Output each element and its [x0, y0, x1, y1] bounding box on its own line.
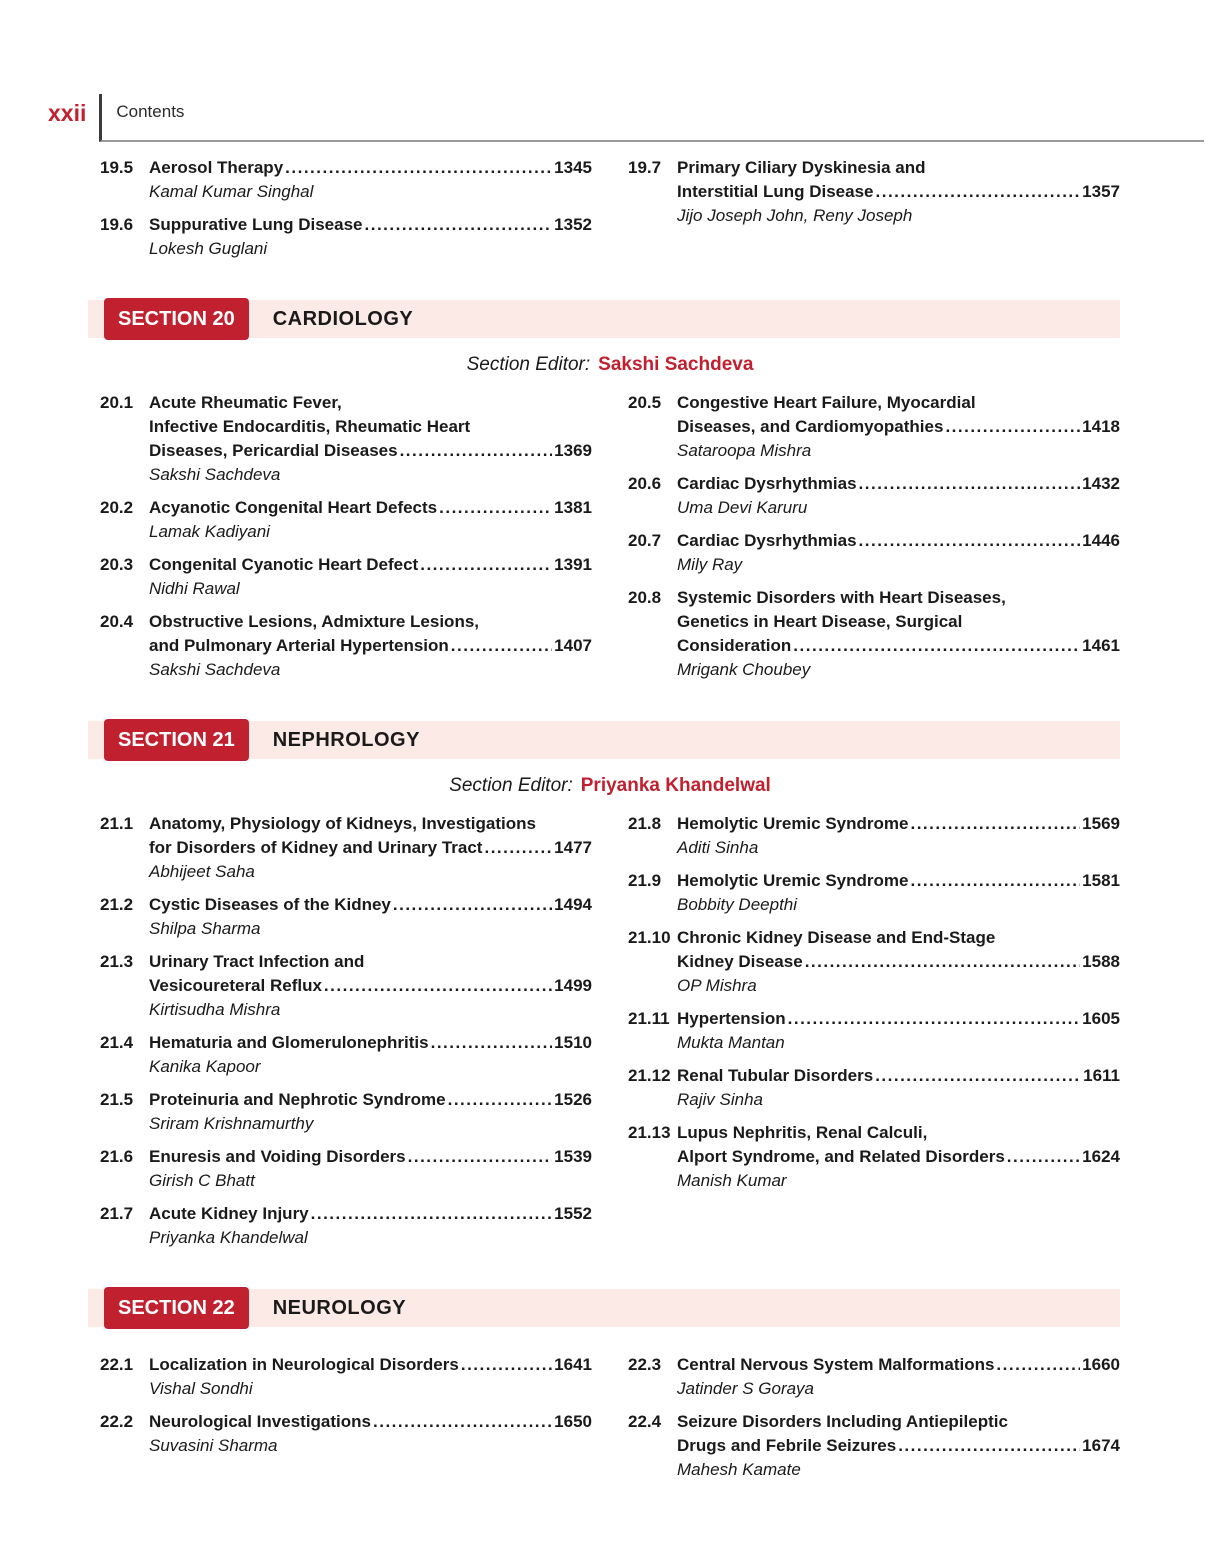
- entry-author: Mily Ray: [677, 555, 743, 574]
- toc-column-right: [628, 812, 1120, 1259]
- entry-author: Rajiv Sinha: [677, 1090, 763, 1109]
- entry-title-text: Consideration: [677, 636, 792, 655]
- entry-title-text: Interstitial Lung Disease: [677, 182, 874, 201]
- section-banner: [88, 721, 1120, 759]
- entry-body: [149, 156, 592, 204]
- entry-body: [149, 496, 592, 544]
- page-number: 1624: [1082, 1147, 1120, 1166]
- entry-body: [149, 1353, 592, 1401]
- entry-title-line: [677, 610, 1120, 634]
- entry-number: 20.7: [628, 531, 662, 550]
- entry-title-text: Congenital Cyanotic Heart Defect: [149, 555, 419, 574]
- editor-name: Sakshi Sachdeva: [598, 354, 754, 375]
- entry-number: 20.3: [100, 555, 134, 574]
- entry-title-line: [149, 553, 592, 577]
- entry-number: 19.7: [628, 158, 662, 177]
- entry-title-line: [149, 415, 592, 439]
- entry-body: [149, 1202, 592, 1250]
- contents-heading: Contents: [116, 102, 185, 121]
- entry-number: 19.6: [100, 215, 134, 234]
- entry-author: Manish Kumar: [677, 1171, 787, 1190]
- section-title: CARDIOLOGY: [272, 307, 414, 330]
- entry-title-line: [677, 529, 1120, 553]
- toc-column-left: [100, 812, 592, 1259]
- entry-title-text: Localization in Neurological Disorders: [149, 1355, 459, 1374]
- entry-title-line: [149, 156, 592, 180]
- dot-leader: [910, 812, 1080, 836]
- entry-number: 21.10: [628, 928, 671, 947]
- entry-author: Aditi Sinha: [677, 838, 759, 857]
- entry-number: 21.6: [100, 1147, 134, 1166]
- entry-title-text: Vesicoureteral Reflux: [149, 976, 322, 995]
- entry-body: [677, 926, 1120, 998]
- entry-title-text: Cystic Diseases of the Kidney: [149, 895, 391, 914]
- entry-author: Shilpa Sharma: [149, 919, 261, 938]
- entry-number: 20.4: [100, 612, 134, 631]
- entry-title-line: [677, 1353, 1120, 1377]
- section-title: NEPHROLOGY: [272, 728, 420, 751]
- entry-title-line: [149, 1088, 592, 1112]
- entry-title-text: Acute Rheumatic Fever,: [149, 393, 342, 412]
- toc-entry: [100, 1088, 592, 1136]
- toc-entry: [628, 1410, 1120, 1482]
- section-banner: [88, 1289, 1120, 1327]
- dot-leader: [451, 634, 552, 658]
- entry-title-text: Renal Tubular Disorders: [677, 1066, 874, 1085]
- section-entries: [100, 812, 1120, 1259]
- page-number: 1357: [1082, 182, 1120, 201]
- page-number: 1539: [554, 1147, 592, 1166]
- entry-title-line: [677, 156, 1120, 180]
- page-number: 1432: [1082, 474, 1120, 493]
- entry-body: [149, 553, 592, 601]
- toc-column-right: [628, 391, 1120, 691]
- page-number: 1674: [1082, 1436, 1120, 1455]
- entry-title-line: [149, 1410, 592, 1434]
- entry-title-text: Lupus Nephritis, Renal Calculi,: [677, 1123, 928, 1142]
- section-neurology: [100, 1289, 1120, 1491]
- entry-title-line: [677, 586, 1120, 610]
- entry-author: Jatinder S Goraya: [677, 1379, 815, 1398]
- dot-leader: [945, 415, 1080, 439]
- entry-title-text: Anatomy, Physiology of Kidneys, Investigations: [149, 814, 536, 833]
- entry-author: Kirtisudha Mishra: [149, 1000, 281, 1019]
- entry-title-text: for Disorders of Kidney and Urinary Tract: [149, 838, 483, 857]
- toc-entry: [100, 156, 592, 204]
- entry-body: [149, 1145, 592, 1193]
- toc-entry: [100, 1145, 592, 1193]
- entry-number: 21.3: [100, 952, 134, 971]
- toc-content: [100, 156, 1120, 1491]
- page-number: 1581: [1082, 871, 1120, 890]
- entry-author: Uma Devi Karuru: [677, 498, 808, 517]
- entry-author: Nidhi Rawal: [149, 579, 240, 598]
- toc-entry: [628, 869, 1120, 917]
- entry-author: Lamak Kadiyani: [149, 522, 270, 541]
- entry-title-line: [677, 812, 1120, 836]
- dot-leader: [439, 496, 552, 520]
- entry-title-text: Cardiac Dysrhythmias: [677, 531, 857, 550]
- entry-title-line: [149, 213, 592, 237]
- entry-title-line: [149, 439, 592, 463]
- toc-entry: [100, 1410, 592, 1458]
- entry-title-line: [149, 1031, 592, 1055]
- toc-column-right: [628, 1353, 1120, 1491]
- page-number: 1588: [1082, 952, 1120, 971]
- entry-author: Priyanka Khandelwal: [149, 1228, 308, 1247]
- dot-leader: [431, 1031, 553, 1055]
- dot-leader: [910, 869, 1080, 893]
- editor-label: Section Editor:: [466, 354, 591, 375]
- entry-title-line: [677, 415, 1120, 439]
- dot-leader: [373, 1410, 552, 1434]
- dot-leader: [311, 1202, 553, 1226]
- entry-author: OP Mishra: [677, 976, 757, 995]
- dot-leader: [793, 634, 1080, 658]
- page-number: 1510: [554, 1033, 592, 1052]
- entry-title-line: [677, 1434, 1120, 1458]
- dot-leader: [393, 893, 552, 917]
- entry-title-text: Central Nervous System Malformations: [677, 1355, 995, 1374]
- entry-body: [149, 391, 592, 487]
- entry-title-text: Urinary Tract Infection and: [149, 952, 365, 971]
- entry-author: Mahesh Kamate: [677, 1460, 801, 1479]
- entry-number: 21.11: [628, 1009, 670, 1028]
- entry-title-text: Suppurative Lung Disease: [149, 215, 363, 234]
- entry-title-text: Neurological Investigations: [149, 1412, 371, 1431]
- page-number-folio: xxii: [48, 100, 87, 126]
- page-number: 1461: [1082, 636, 1120, 655]
- entry-body: [677, 812, 1120, 860]
- entry-body: [149, 812, 592, 884]
- entry-title-text: Diseases, and Cardiomyopathies: [677, 417, 944, 436]
- entry-number: 20.8: [628, 588, 662, 607]
- dot-leader: [484, 836, 552, 860]
- entry-author: Girish C Bhatt: [149, 1171, 255, 1190]
- entry-body: [149, 1410, 592, 1458]
- entry-title-line: [149, 812, 592, 836]
- toc-entry: [100, 553, 592, 601]
- entry-number: 20.2: [100, 498, 134, 517]
- page-number: 1552: [554, 1204, 592, 1223]
- entry-title-line: [677, 869, 1120, 893]
- dot-leader: [876, 180, 1081, 204]
- editor-name: Priyanka Khandelwal: [580, 775, 771, 796]
- toc-entry: [628, 1007, 1120, 1055]
- entry-author: Kanika Kapoor: [149, 1057, 261, 1076]
- section-nephrology: [100, 721, 1120, 1259]
- entry-title-line: [149, 950, 592, 974]
- entry-body: [677, 586, 1120, 682]
- dot-leader: [448, 1088, 553, 1112]
- entry-title-line: [149, 610, 592, 634]
- toc-entry: [628, 1121, 1120, 1193]
- entry-author: Sakshi Sachdeva: [149, 660, 281, 679]
- entry-title-line: [149, 1202, 592, 1226]
- page-number: 1391: [554, 555, 592, 574]
- page-number: 1660: [1082, 1355, 1120, 1374]
- entry-title-text: Drugs and Febrile Seizures: [677, 1436, 897, 1455]
- entry-number: 21.2: [100, 895, 134, 914]
- entry-title-line: [677, 634, 1120, 658]
- dot-leader: [285, 156, 552, 180]
- page-number: 1499: [554, 976, 592, 995]
- page-number: 1381: [554, 498, 592, 517]
- entry-body: [149, 1088, 592, 1136]
- section-title: NEUROLOGY: [272, 1296, 407, 1319]
- entry-body: [149, 1031, 592, 1079]
- entry-number: 20.5: [628, 393, 662, 412]
- entry-number: 21.5: [100, 1090, 134, 1109]
- entry-title-line: [677, 180, 1120, 204]
- page-number: 1605: [1082, 1009, 1120, 1028]
- toc-entry: [628, 391, 1120, 463]
- entry-body: [677, 391, 1120, 463]
- entry-number: 21.13: [628, 1123, 671, 1142]
- dot-leader: [859, 472, 1081, 496]
- header-rule: [99, 94, 1204, 142]
- toc-column-left: [100, 1353, 592, 1491]
- dot-leader: [898, 1434, 1080, 1458]
- entry-title-text: Alport Syndrome, and Related Disorders: [677, 1147, 1005, 1166]
- entry-title-text: Diseases, Pericardial Diseases: [149, 441, 398, 460]
- entry-title-text: Systemic Disorders with Heart Diseases,: [677, 588, 1006, 607]
- entry-author: Bobbity Deepthi: [677, 895, 798, 914]
- dot-leader: [408, 1145, 553, 1169]
- dot-leader: [788, 1007, 1081, 1031]
- toc-entry: [628, 1064, 1120, 1112]
- entry-number: 21.7: [100, 1204, 134, 1223]
- entry-title-line: [149, 836, 592, 860]
- entry-title-text: Infective Endocarditis, Rheumatic Heart: [149, 417, 471, 436]
- toc-entry: [100, 391, 592, 487]
- entry-body: [677, 1064, 1120, 1112]
- page-number: 1526: [554, 1090, 592, 1109]
- entry-title-text: Hemolytic Uremic Syndrome: [677, 814, 909, 833]
- entry-author: Sakshi Sachdeva: [149, 465, 281, 484]
- entry-body: [149, 610, 592, 682]
- entry-title-line: [149, 634, 592, 658]
- entry-title-text: Congestive Heart Failure, Myocardial: [677, 393, 976, 412]
- toc-entry: [100, 1353, 592, 1401]
- page-number: 1611: [1083, 1066, 1120, 1085]
- entry-title-text: Genetics in Heart Disease, Surgical: [677, 612, 963, 631]
- entry-body: [677, 156, 1120, 228]
- entry-title-line: [149, 893, 592, 917]
- entry-author: Jijo Joseph John, Reny Joseph: [677, 206, 913, 225]
- entry-title-line: [677, 1410, 1120, 1434]
- entry-number: 20.6: [628, 474, 662, 493]
- page-number: 1569: [1082, 814, 1120, 833]
- section-badge: SECTION 22: [104, 1287, 249, 1329]
- toc-entry: [628, 812, 1120, 860]
- entry-title-text: Primary Ciliary Dyskinesia and: [677, 158, 926, 177]
- entry-number: 22.3: [628, 1355, 662, 1374]
- entry-body: [677, 1410, 1120, 1482]
- section-entries: [100, 1353, 1120, 1491]
- toc-entry: [100, 812, 592, 884]
- entry-number: 21.1: [100, 814, 134, 833]
- toc-entry: [628, 472, 1120, 520]
- entry-author: Sriram Krishnamurthy: [149, 1114, 314, 1133]
- entry-author: Kamal Kumar Singhal: [149, 182, 314, 201]
- entry-title-line: [149, 1145, 592, 1169]
- entry-body: [677, 1007, 1120, 1055]
- dot-leader: [324, 974, 552, 998]
- entry-body: [677, 1121, 1120, 1193]
- entry-title-text: and Pulmonary Arterial Hypertension: [149, 636, 449, 655]
- toc-entry: [628, 1353, 1120, 1401]
- page-number: 1477: [554, 838, 592, 857]
- entry-number: 19.5: [100, 158, 134, 177]
- entry-title-line: [677, 950, 1120, 974]
- entry-body: [149, 213, 592, 261]
- entry-body: [149, 950, 592, 1022]
- entry-number: 21.4: [100, 1033, 134, 1052]
- editor-label: Section Editor:: [449, 775, 573, 796]
- entry-author: Mrigank Choubey: [677, 660, 811, 679]
- dot-leader: [400, 439, 553, 463]
- entry-body: [677, 472, 1120, 520]
- entry-author: Sataroopa Mishra: [677, 441, 812, 460]
- entry-title-line: [149, 391, 592, 415]
- entry-title-text: Acute Kidney Injury: [149, 1204, 309, 1223]
- entry-title-text: Chronic Kidney Disease and End-Stage: [677, 928, 996, 947]
- entry-title-text: Kidney Disease: [677, 952, 803, 971]
- section-editor-line: [100, 775, 1120, 797]
- page-number: 1407: [554, 636, 592, 655]
- entry-title-text: Proteinuria and Nephrotic Syndrome: [149, 1090, 446, 1109]
- toc-entry: [100, 950, 592, 1022]
- entry-title-text: Hematuria and Glomerulonephritis: [149, 1033, 429, 1052]
- entry-number: 22.4: [628, 1412, 662, 1431]
- entry-number: 21.8: [628, 814, 662, 833]
- entry-author: Lokesh Guglani: [149, 239, 268, 258]
- dot-leader: [420, 553, 552, 577]
- section-badge: SECTION 20: [104, 298, 249, 340]
- entry-title-line: [149, 974, 592, 998]
- entry-number: 22.1: [100, 1355, 134, 1374]
- entry-title-text: Seizure Disorders Including Antiepileptic: [677, 1412, 1008, 1431]
- entry-title-line: [677, 1064, 1120, 1088]
- page-number: 1418: [1082, 417, 1120, 436]
- entry-title-line: [677, 391, 1120, 415]
- toc-entry: [628, 529, 1120, 577]
- section-entries: [100, 391, 1120, 691]
- section-cardiology: [100, 300, 1120, 691]
- page-number: 1494: [554, 895, 592, 914]
- entry-body: [677, 869, 1120, 917]
- toc-entry: [100, 1202, 592, 1250]
- entry-title-line: [677, 926, 1120, 950]
- toc-column-right: [628, 156, 1120, 270]
- entry-body: [677, 529, 1120, 577]
- entry-title-text: Acyanotic Congenital Heart Defects: [149, 498, 438, 517]
- entry-title-text: Hypertension: [677, 1009, 786, 1028]
- entry-title-line: [677, 1007, 1120, 1031]
- page-number: 1345: [554, 158, 592, 177]
- toc-column-left: [100, 391, 592, 691]
- entry-title-text: Aerosol Therapy: [149, 158, 284, 177]
- toc-top-entries: [100, 156, 1120, 270]
- entry-author: Abhijeet Saha: [149, 862, 255, 881]
- entry-author: Vishal Sondhi: [149, 1379, 253, 1398]
- toc-column-left: [100, 156, 592, 270]
- toc-entry: [100, 610, 592, 682]
- entry-title-line: [677, 1145, 1120, 1169]
- dot-leader: [859, 529, 1081, 553]
- entry-title-line: [149, 1353, 592, 1377]
- entry-body: [677, 1353, 1120, 1401]
- toc-entry: [628, 156, 1120, 228]
- dot-leader: [996, 1353, 1080, 1377]
- dot-leader: [461, 1353, 552, 1377]
- entry-title-text: Obstructive Lesions, Admixture Lesions,: [149, 612, 480, 631]
- dot-leader: [365, 213, 553, 237]
- page-number: 1369: [554, 441, 592, 460]
- entry-title-text: Enuresis and Voiding Disorders: [149, 1147, 406, 1166]
- toc-entry: [100, 496, 592, 544]
- entry-number: 22.2: [100, 1412, 134, 1431]
- dot-leader: [875, 1064, 1081, 1088]
- dot-leader: [805, 950, 1080, 974]
- page-number: 1641: [554, 1355, 592, 1374]
- page-number: 1352: [554, 215, 592, 234]
- entry-title-line: [677, 472, 1120, 496]
- page-number: 1446: [1082, 531, 1120, 550]
- toc-entry: [100, 893, 592, 941]
- entry-title-text: Cardiac Dysrhythmias: [677, 474, 857, 493]
- section-banner: [88, 300, 1120, 338]
- page-number: 1650: [554, 1412, 592, 1431]
- page-header: [48, 94, 1204, 142]
- dot-leader: [1007, 1145, 1080, 1169]
- entry-number: 20.1: [100, 393, 134, 412]
- toc-entry: [100, 213, 592, 261]
- entry-title-line: [149, 496, 592, 520]
- toc-entry: [628, 586, 1120, 682]
- entry-author: Mukta Mantan: [677, 1033, 785, 1052]
- entry-body: [149, 893, 592, 941]
- section-editor-line: [100, 354, 1120, 376]
- toc-entry: [100, 1031, 592, 1079]
- entry-title-text: Hemolytic Uremic Syndrome: [677, 871, 909, 890]
- entry-number: 21.9: [628, 871, 662, 890]
- entry-number: 21.12: [628, 1066, 671, 1085]
- entry-author: Suvasini Sharma: [149, 1436, 278, 1455]
- toc-entry: [628, 926, 1120, 998]
- entry-title-line: [677, 1121, 1120, 1145]
- section-badge: SECTION 21: [104, 719, 249, 761]
